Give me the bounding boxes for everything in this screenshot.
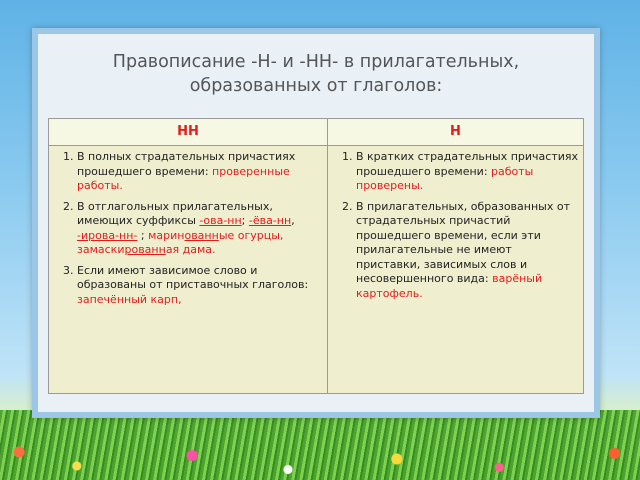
- rule-text: В кратких страдательных причастиях прошедшего времени:: [356, 150, 579, 178]
- separator: ,: [291, 214, 295, 227]
- list-item: [356, 200, 579, 302]
- title-line-1: Правописание -Н- и -НН- в прилагательных,: [112, 52, 520, 72]
- title-line-2: образованных от глаголов:: [189, 76, 443, 96]
- example-word: [148, 229, 283, 242]
- example-part: ая дама.: [165, 243, 216, 256]
- suffix: -ирова-нн-: [77, 228, 138, 242]
- suffix: -ова-нн: [199, 214, 242, 227]
- example-part: марин: [148, 228, 185, 242]
- nn-rules-cell: [49, 146, 328, 394]
- example-suffix: рованн: [124, 243, 166, 256]
- grass-flowers-background: [0, 410, 640, 480]
- list-item: [77, 150, 323, 194]
- separator: ;: [137, 228, 149, 242]
- rule-text: В полных страдательных причастиях прошедшего времени:: [77, 150, 296, 178]
- example-part: замаски: [77, 243, 125, 256]
- list-item: [356, 150, 579, 194]
- example-word: [77, 243, 216, 256]
- example-part: ые огурцы,: [218, 228, 284, 242]
- header-n: Н: [328, 119, 584, 146]
- slide: [32, 28, 600, 418]
- example-suffix: ованн: [184, 228, 219, 242]
- rule-example: варёный картофель.: [356, 272, 543, 300]
- rule-example: проверенные работы.: [77, 164, 290, 192]
- header-row: [49, 119, 584, 146]
- rules-table: [48, 118, 584, 394]
- list-item: [77, 264, 323, 308]
- suffix: -ёва-нн: [248, 214, 292, 227]
- slide-title: [48, 50, 584, 98]
- separator: ;: [241, 214, 249, 227]
- rule-text: Если имеют зависимое слово и образованы от приставочных глаголов:: [77, 263, 309, 291]
- content-row: [49, 146, 584, 394]
- header-nn: НН: [49, 119, 328, 146]
- rule-example: запечённый карп,: [77, 292, 182, 306]
- rule-text: В отглагольных прилагательных, имеющих суффиксы: [77, 199, 273, 227]
- n-rules-cell: [328, 146, 584, 394]
- rule-example: работы проверены.: [356, 164, 534, 192]
- nn-rules-list: [53, 150, 323, 307]
- rule-text: В прилагательных, образованных от страдательных причастий прошедшего времени, если эти прилагательные не имеют приставки, зависимых слов и несовершенного вида:: [356, 199, 570, 285]
- list-item: [77, 200, 323, 258]
- n-rules-list: [332, 150, 579, 301]
